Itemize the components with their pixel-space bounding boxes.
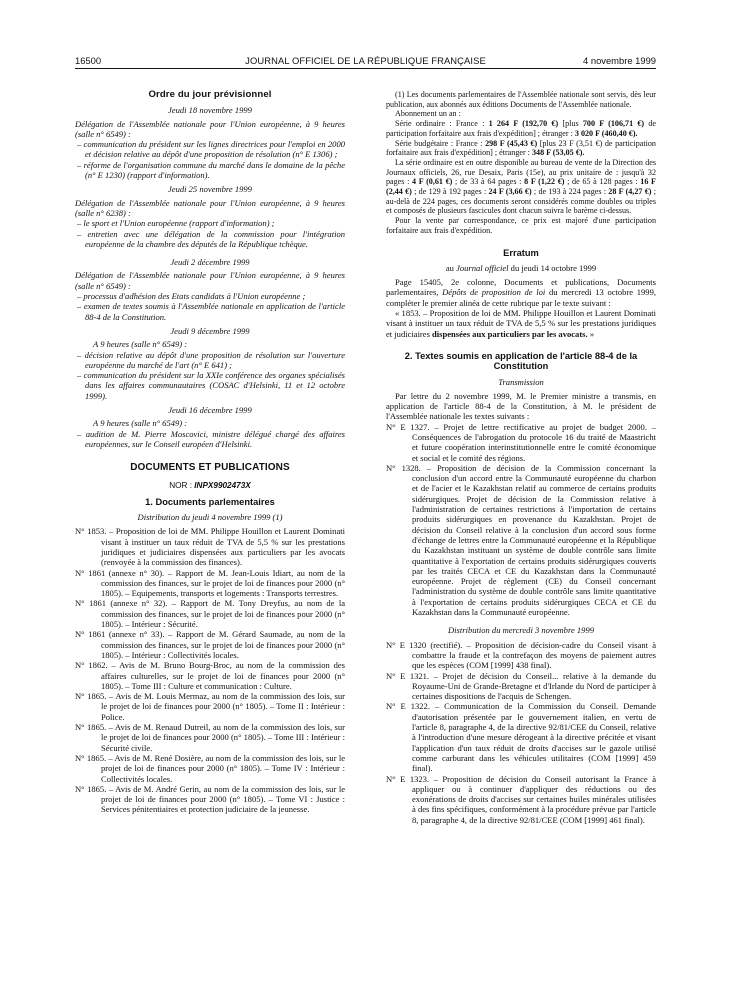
- text-run: ; de 193 à 224 pages :: [531, 187, 609, 197]
- text-entry: N° E 1321. – Projet de décision du Conseil... relative à la demande du Royaume-Uni de Grande-Bretagne et d'Irlande du Nord de participer à certaines dispositions de l'acquis de Schengen.: [386, 670, 656, 702]
- session-item: – communication du président sur la XXIe conférence des organes spécialisés dans les affaires communautaires (COSAC d'Helsinki, 11 et 12 octobre 1999).: [77, 370, 345, 401]
- right-column: [386, 90, 656, 825]
- price: 3 020 F (460,40 €).: [574, 128, 638, 138]
- bold-run: dispensées aux particuliers par les avocats.: [432, 328, 588, 339]
- document-entry: N° 1865. – Avis de M. André Gerin, au nom de la commission des lois, sur le projet de loi de finances pour 2000 (n° 1805). – Tome VI : Justice : Services pénitentiaires et protection judiciaire de la jeunesse.: [75, 783, 345, 815]
- price: 1 264 F (192,70 €): [488, 119, 559, 129]
- session-date: Jeudi 2 décembre 1999: [170, 257, 250, 268]
- text-run: de participation forfaitaire aux frais d'expédition] ; étranger :: [386, 119, 657, 138]
- text-run: « 1853. – Proposition de loi de MM. Philippe Houillon et Laurent Dominati visant à instituer un taux réduit de TVA de 5,5 % sur les prestations juridiques et judiciaires: [386, 308, 656, 339]
- price: 16 F (2,44 €): [386, 177, 656, 197]
- text-run: ; de 65 à 128 pages :: [564, 177, 641, 187]
- document-entry: N° 1861 (annexe n° 30). – Rapport de M. Jean-Louis Idiart, au nom de la commission des finances, sur le projet de loi de finances pour 2000 (n° 1805). – Equipements, transports et logements : Transports terrestres.: [75, 567, 345, 599]
- text-run: Page 15405, 2e colonne, Documents et publications, Documents parlementaires,: [386, 277, 656, 298]
- session-2: [75, 184, 345, 249]
- session-3: [75, 257, 345, 322]
- distribution-date: Distribution du jeudi 4 novembre 1999 (1): [137, 512, 283, 523]
- transmission-text: Par lettre du 2 novembre 1999, M. le Premier ministre a transmis, en application de l'article 88-4 de la Constitution, à M. le président de l'Assemblée nationale les textes suivants :: [386, 390, 656, 422]
- vente-paragraph: [386, 158, 656, 216]
- price: 700 F (106,71 €): [582, 119, 645, 129]
- footnote-block: [386, 90, 656, 236]
- rubrique-name: Dépôts de proposition de loi: [442, 287, 546, 298]
- session-1: [75, 105, 345, 180]
- text-entry: N° E 1323. – Proposition de décision du Conseil autorisant la France à appliquer ou à continuer d'appliquer des réductions ou des exonérations de droits d'accises sur certaines huiles minérales utilisées à des fins spécifiques, conformément à la procédure prévue par l'article 8, paragraphe 4, de la directive 92/81/CEE (COM [1999] 461 final).: [386, 773, 656, 825]
- text-run: La série ordinaire est en outre disponible au bureau de vente de la Direction des Journaux officiels, 26, rue Desaix, Paris (15e), au prix unitaire de : jusqu'à 32 pages :: [386, 157, 656, 187]
- session-intro: Délégation de l'Assemblée nationale pour l'Union européenne, à 9 heures (salle n° 6238) :: [75, 197, 345, 218]
- erratum-title: Erratum: [503, 247, 539, 258]
- serie-ordinaire: [386, 119, 656, 138]
- session-date: Jeudi 16 décembre 1999: [168, 405, 252, 416]
- abonnement-label: Abonnement un an :: [395, 109, 461, 119]
- text-entry: N° E 1320 (rectifié). – Proposition de décision-cadre du Conseil visant à combattre la fraude et la contrefaçon des moyens de paiement autres que les espèces (COM [1999] 438 final).: [386, 639, 656, 671]
- document-entry: N° 1861 (annexe n° 32). – Rapport de M. Tony Dreyfus, au nom de la commission des finances, sur le projet de loi de finances pour 2000 (n° 1805). – Intérieur : Sécurité.: [75, 598, 345, 630]
- text-run: [plus: [558, 119, 583, 129]
- text-run: du jeudi 14 octobre 1999: [508, 262, 597, 273]
- text-run: ; au-delà de 224 pages, ces documents seront considérés comme doubles ou triples et composés de plusieurs fascicules dont chacun suivra le barème ci-dessus.: [386, 187, 656, 216]
- page-number: 16500: [75, 54, 102, 66]
- journal-title: JOURNAL OFFICIEL DE LA RÉPUBLIQUE FRANÇAISE: [245, 54, 486, 66]
- correspondance-paragraph: Pour la vente par correspondance, ce prix est majoré d'une participation forfaitaire aux frais d'expédition.: [386, 216, 656, 235]
- session-5: [75, 405, 345, 449]
- session-intro: Délégation de l'Assemblée nationale pour l'Union européenne, à 9 heures (salle n° 6549) :: [75, 118, 345, 139]
- session-item: – communication du président sur les lignes directrices pour l'emploi en 2000 et décision relative au dépôt d'une proposition de résolution (n° E 1306) ;: [77, 139, 345, 160]
- text-entry: N° E 1322. – Communication de la Commission du Conseil. Demande d'autorisation présentée par le gouvernement italien, en vertu de l'article 8, paragraphe 4, de la directive 92/81/CEE du Conseil, relative à l'introduction d'une mesure dérogeant à la directive précitée et visant l'application d'un taux réduit de droits d'accises sur le gazole utilisé comme carburant dans les véhicules utilitaires (COM [1999] 459 final).: [386, 701, 656, 774]
- session-item: – réforme de l'organisation commune du marché dans le domaine de la pêche (n° E 1230) (rapport d'information).: [77, 159, 345, 181]
- document-entry: N° 1865. – Avis de M. Louis Mermaz, au nom de la commission des lois, sur le projet de loi de finances pour 2000 (n° 1805). – Tome II : Intérieur : Police.: [75, 691, 345, 722]
- journal-name: Journal officiel: [456, 262, 509, 273]
- footnote: (1) Les documents parlementaires de l'Assemblée nationale sont servis, dès leur publication, aux abonnés aux éditions Documents de l'Assemblée nationale.: [386, 90, 656, 109]
- text-entry: N° E 1327. – Projet de lettre rectificative au projet de budget 2000. – Conséquences de l'abrogation du protocole 16 du traité de Maastricht et future coopération interinstitutionnelle entre le comité économique et social et le comité des régions.: [386, 421, 656, 463]
- document-entry: N° 1865. – Avis de M. René Dosière, au nom de la commission des lois, sur le projet de loi de finances pour 2000 (n° 1805). – Tome IV : Intérieur : Collectivités locales.: [75, 752, 345, 784]
- price: 348 F (53,05 €).: [531, 148, 585, 158]
- text-entry: N° 1328. – Proposition de décision de la Commission concernant la conclusion d'un accord entre la Communauté européenne du charbon et de l'acier et le Kazakhstan relatif au commerce de certains produits sidérurgiques. Projet de décision de la Commission relative à l'administration de certaines restrictions à l'importation de certains produits sidérurgiques en provenance du Kazakhstan. Projet de décision du Conseil relative à la conclusion d'un accord sous forme d'échange de lettres entre la Communauté européenne et la République du Kazakhstan instituant un système de double contrôle sans limite quantitative à l'exportation de certains produits sidérurgiques couverts par les traités CECA et CE du Kazakhstan dans la Communauté européenne. Projet de règlement (CE) du Conseil concernant l'administration du système de double contrôle sans limite quantitative à l'exportation de certains produits sidérurgiques CECA et CE du Kazakhstan dans la Communauté européenne.: [386, 462, 656, 618]
- text-run: au: [445, 262, 457, 273]
- erratum-text: [386, 277, 656, 308]
- nor-label: NOR :: [169, 480, 195, 490]
- session-item: – entretien avec une délégation de la commission pour l'intégration européenne de la chambre des députés de la République tchèque.: [77, 228, 345, 249]
- price: 8 F (1,22 €): [524, 177, 565, 187]
- session-item: – examen de textes soumis à l'Assemblée nationale en application de l'article 88-4 de la Constitution.: [77, 301, 345, 322]
- session-intro: Délégation de l'Assemblée nationale pour l'Union européenne, à 9 heures (salle n° 6549) :: [75, 270, 345, 291]
- erratum-quote: [386, 308, 656, 339]
- text-run: ; de 129 à 192 pages :: [411, 187, 489, 197]
- left-column: [75, 90, 345, 815]
- price: 24 F (3,66 €): [488, 187, 532, 197]
- nor-reference: [75, 481, 345, 491]
- session-4: [75, 326, 345, 401]
- section-2-title: 2. Textes soumis en application de l'article 88-4 de la Constitution: [404, 350, 638, 372]
- session-date: Jeudi 25 novembre 1999: [168, 184, 252, 195]
- document-entry: N° 1862. – Avis de M. Bruno Bourg-Broc, au nom de la commission des affaires culturelles, sur le projet de loi de finances pour 2000 (n° 1805). – Tome III : Culture et communication : Culture.: [75, 660, 345, 691]
- session-intro: A 9 heures (salle n° 6549) :: [93, 418, 188, 429]
- price: 4 F (0,61 €): [412, 177, 453, 187]
- document-entry: N° 1865. – Avis de M. Renaud Dutreil, au nom de la commission des lois, sur le projet de loi de finances pour 2000 (n° 1805). – Tome III : Intérieur : Sécurité civile.: [75, 722, 345, 753]
- session-item: – le sport et l'Union européenne (rapport d'information) ;: [77, 218, 275, 229]
- nor-value: INPX9902473X: [194, 480, 251, 490]
- text-run: »: [587, 328, 595, 339]
- text-run: Série ordinaire : France :: [395, 119, 489, 129]
- session-item: – audition de M. Pierre Moscovici, ministre délégué chargé des affaires européennes, sur le Conseil européen d'Helsinki.: [77, 428, 345, 449]
- price: 298 F (45,43 €): [485, 138, 538, 148]
- erratum-intro: [386, 263, 656, 273]
- transmission-subtitle: Transmission: [498, 376, 544, 387]
- price: 28 F (4,27 €): [608, 187, 652, 197]
- text-run: Série budgétaire : France :: [395, 138, 486, 148]
- session-date: Jeudi 18 novembre 1999: [168, 105, 252, 116]
- document-entry: N° 1853. – Proposition de loi de MM. Philippe Houillon et Laurent Dominati visant à instituer un taux réduit de TVA de 5,5 % sur les prestations juridiques et judiciaires dispensées aux particuliers par les avocats (renvoyée à la commission des finances).: [75, 526, 345, 568]
- distribution-date-2: Distribution du mercredi 3 novembre 1999: [448, 625, 594, 636]
- session-intro: A 9 heures (salle n° 6549) :: [93, 339, 188, 350]
- documents-publications-title: DOCUMENTS ET PUBLICATIONS: [130, 462, 290, 474]
- text-run: [plus 23 F (3,51 €) de participation forfaitaire aux frais d'expédition] ; étranger :: [386, 138, 656, 158]
- document-entry: N° 1861 (annexe n° 33). – Rapport de M. Gérard Saumade, au nom de la commission des finances, sur le projet de loi de finances pour 2000 (n° 1805). – Intérieur : Collectivités locales.: [75, 629, 345, 660]
- text-run: ; de 33 à 64 pages :: [452, 177, 525, 187]
- text-run: du mercredi 13 octobre 1999, compléter le premier alinéa de cette rubrique par le texte suivant :: [386, 287, 656, 308]
- header-rule: [75, 68, 656, 69]
- serie-budgetaire: [386, 139, 656, 158]
- session-item: – décision relative au dépôt d'une proposition de résolution sur l'ouverture européenne du marché de l'art (n° E 641) ;: [77, 349, 345, 370]
- ordre-du-jour-title: Ordre du jour prévisionnel: [148, 89, 272, 100]
- session-item: – processus d'adhésion des Etats candidats à l'Union européenne ;: [77, 291, 306, 302]
- section-1-title: 1. Documents parlementaires: [145, 496, 275, 507]
- session-date: Jeudi 9 décembre 1999: [170, 325, 250, 336]
- issue-date: 4 novembre 1999: [583, 54, 656, 66]
- page-header: [75, 54, 656, 66]
